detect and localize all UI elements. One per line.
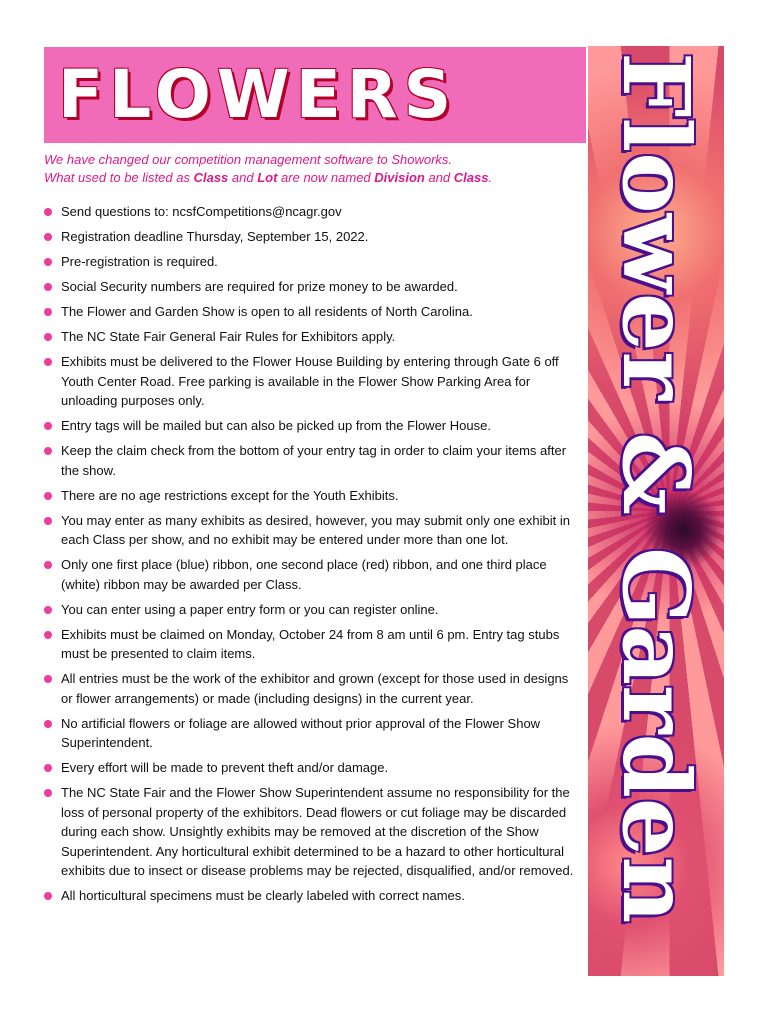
rule-text: You may enter as many exhibits as desired, however, you may submit only one exhibit in each Class per show, and no exhibit may be entered under more than one lot.: [61, 512, 570, 547]
rule-text: Social Security numbers are required for prize money to be awarded.: [61, 279, 458, 294]
intro-text: What used to be listed as: [44, 170, 194, 185]
rule-item: [44, 416, 579, 436]
rule-text: Pre-registration is required.: [61, 254, 218, 269]
rule-item: [44, 327, 579, 347]
bullet-icon: [44, 764, 52, 772]
bullet-icon: [44, 422, 52, 430]
rule-item: [44, 625, 579, 664]
bullet-icon: [44, 447, 52, 455]
bullet-icon: [44, 517, 52, 525]
rule-item: [44, 886, 579, 906]
rule-text: Send questions to: ncsfCompetitions@ncagr.gov: [61, 204, 342, 219]
flowers-banner: [44, 47, 586, 143]
intro-term-division: Division: [374, 170, 425, 185]
rule-text: Only one first place (blue) ribbon, one second place (red) ribbon, and one third place (white) ribbon may be awarded per Class.: [61, 557, 547, 592]
rule-text: The NC State Fair and the Flower Show Superintendent assume no responsibility for the loss of personal property of the exhibitors. Dead flowers or cut foliage may be discarded during each show. Unsightly exhibits may be removed at the discretion of the Show Superintendent. Any horticultural exhibit determined to be a hazard to other horticultural exhibits due to insect or disease problems may be rejected, disqualified, and/or removed.: [61, 785, 574, 878]
rule-text: Exhibits must be claimed on Monday, October 24 from 8 am until 6 pm. Entry tag stubs must be presented to claim items.: [61, 626, 560, 661]
rule-text: You can enter using a paper entry form or you can register online.: [61, 601, 439, 617]
intro-term-lot: Lot: [257, 170, 278, 185]
bullet-icon: [44, 631, 52, 639]
rule-item: [44, 486, 579, 506]
intro-term-class: Class: [193, 170, 229, 185]
rule-text: No artificial flowers or foliage are allowed without prior approval of the Flower Show Superintendent.: [61, 715, 541, 750]
rule-item: [44, 202, 579, 222]
rule-text: All horticultural specimens must be clearly labeled with correct names.: [61, 888, 465, 903]
rule-text: Entry tags will be mailed but can also be picked up from the Flower House.: [61, 418, 491, 433]
rule-item: [44, 252, 579, 272]
bullet-icon: [44, 333, 52, 341]
rule-item: [44, 669, 579, 708]
rule-item: [44, 511, 579, 550]
rule-item: [44, 555, 579, 594]
rule-text: Registration deadline Thursday, September 15, 2022.: [61, 229, 369, 244]
page-title: FLOWERS: [58, 56, 458, 133]
intro-text: are now named: [277, 170, 375, 185]
bullet-icon: [44, 720, 52, 728]
intro-notice: [44, 151, 584, 187]
bullet-icon: [44, 892, 52, 900]
bullet-icon: [44, 606, 52, 614]
intro-text: .: [488, 170, 493, 185]
intro-line-1: We have changed our competition management software to Showorks.: [44, 152, 453, 167]
intro-term-class-new: Class: [453, 170, 489, 185]
rule-text: The Flower and Garden Show is open to all residents of North Carolina.: [61, 304, 473, 319]
bullet-icon: [44, 675, 52, 683]
rule-item: [44, 783, 579, 881]
bullet-icon: [44, 492, 52, 500]
rule-text: There are no age restrictions except for the Youth Exhibits.: [61, 487, 399, 503]
bullet-icon: [44, 358, 52, 366]
bullet-icon: [44, 258, 52, 266]
intro-text: and: [424, 170, 454, 185]
bullet-icon: [44, 233, 52, 241]
bullet-icon: [44, 208, 52, 216]
rule-text: Every effort will be made to prevent theft and/or damage.: [61, 760, 389, 775]
rule-item: [44, 758, 579, 778]
rule-item: [44, 352, 579, 411]
rule-item: [44, 600, 579, 620]
rule-text: Exhibits must be delivered to the Flower House Building by entering through Gate 6 off Youth Center Road. Free parking is available in the Flower Show Parking Area for unloading purposes only.: [61, 354, 559, 408]
rule-item: [44, 302, 579, 322]
rule-item: [44, 441, 579, 480]
bullet-icon: [44, 561, 52, 569]
rule-text: All entries must be the work of the exhibitor and grown (except for those used in designs or flower arrangements) or made (including designs) in the current year.: [61, 671, 569, 706]
flower-photo-banner: [588, 46, 724, 976]
rule-item: [44, 714, 579, 753]
bullet-icon: [44, 789, 52, 797]
rule-item: [44, 227, 579, 247]
intro-text: and: [228, 170, 258, 185]
bullet-icon: [44, 283, 52, 291]
side-banner-title: Flower & Garden: [602, 52, 710, 924]
rule-text: Keep the claim check from the bottom of your entry tag in order to claim your items after the show.: [61, 443, 567, 478]
rule-item: [44, 277, 579, 297]
bullet-icon: [44, 308, 52, 316]
intro-line-2: [44, 169, 584, 187]
rule-text: The NC State Fair General Fair Rules for Exhibitors apply.: [61, 329, 396, 344]
rules-list: [44, 202, 579, 911]
